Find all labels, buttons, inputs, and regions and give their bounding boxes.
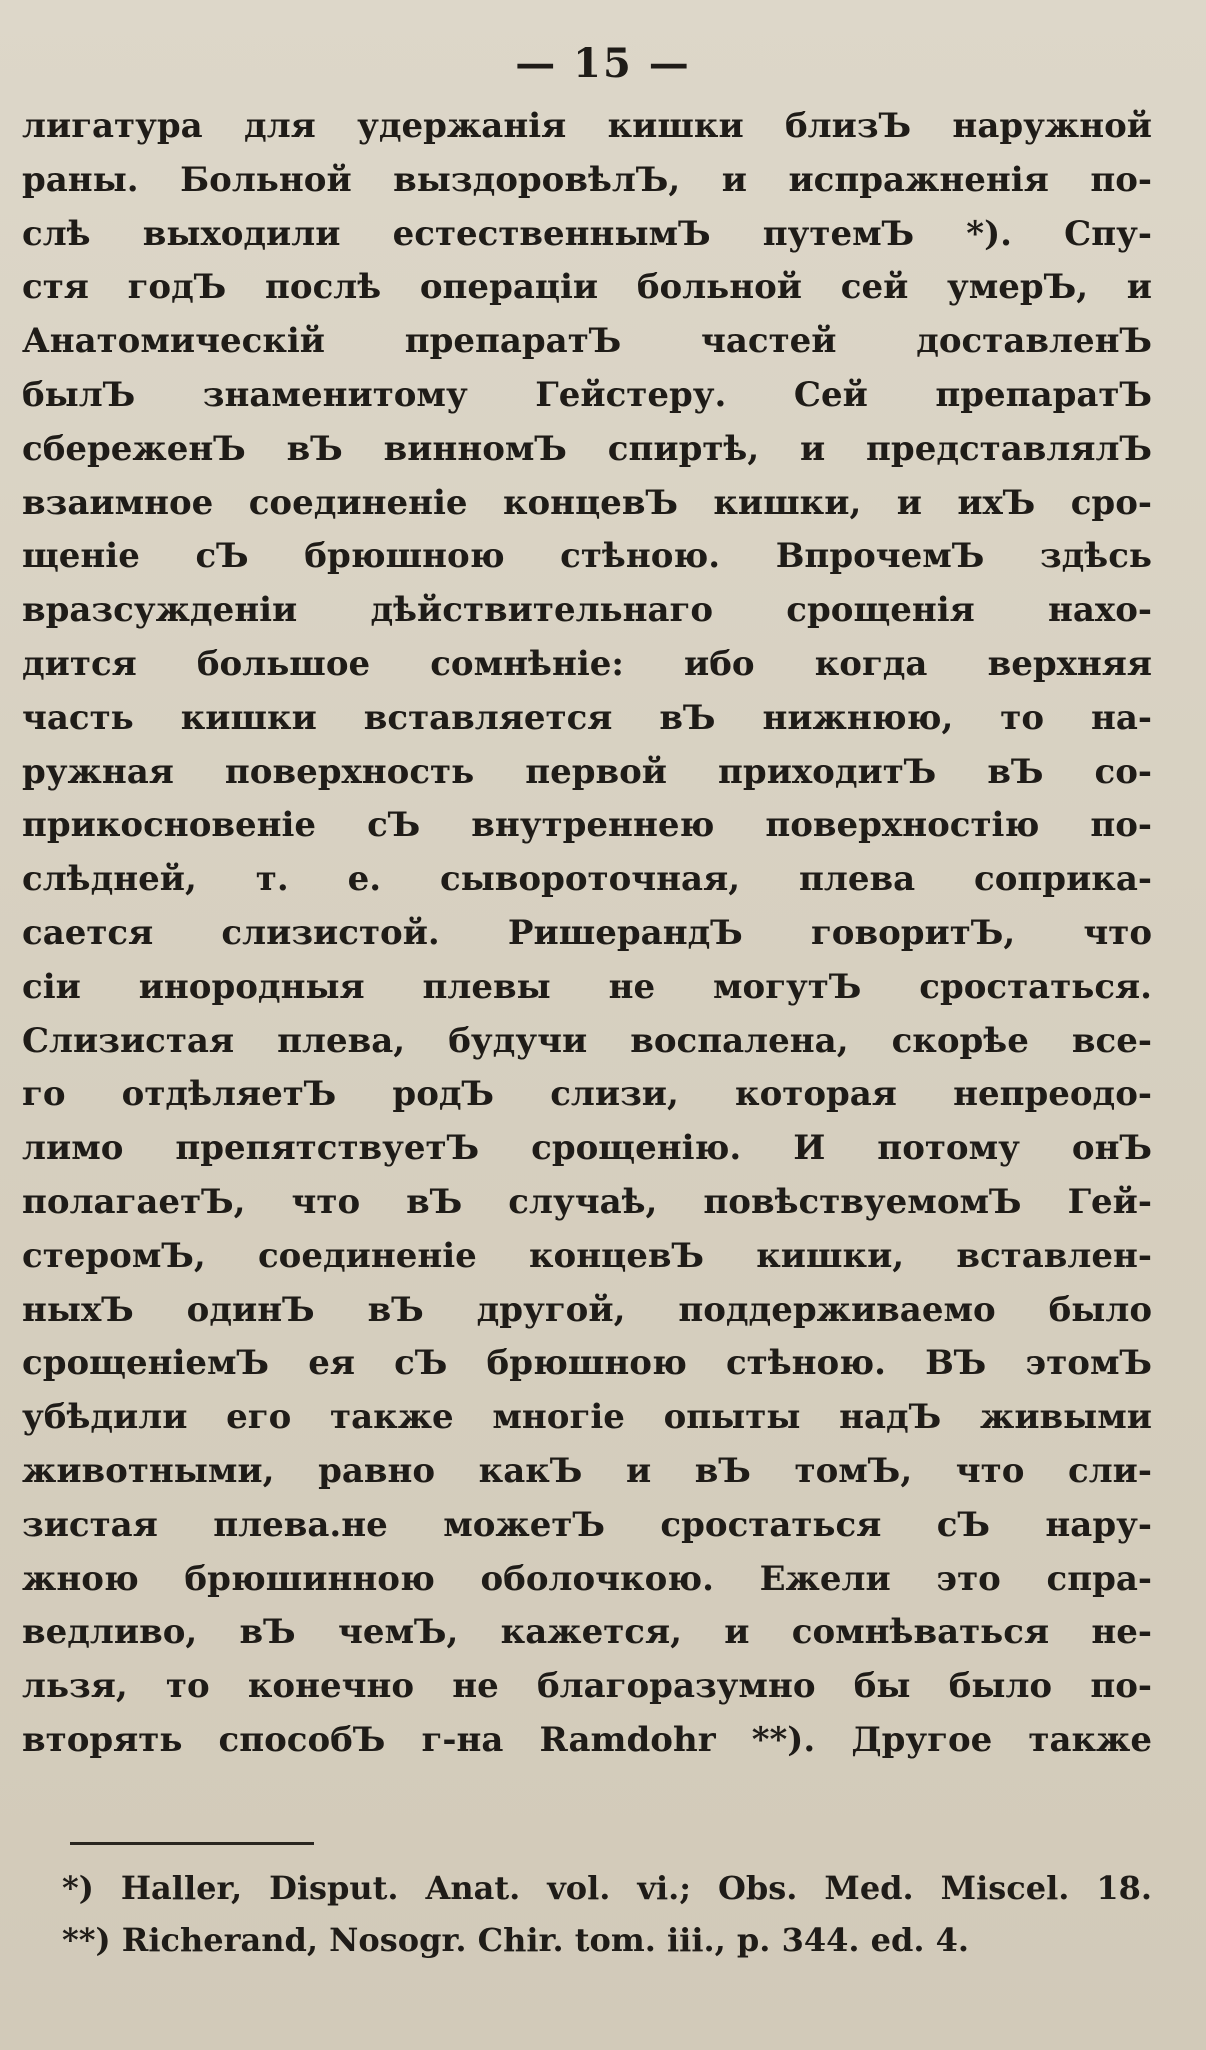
text-line: Слизистая плева, будучи воспалена, скорѣе все- (22, 1020, 1152, 1061)
text-line: сбереженЪ вЪ винномЪ спиртѣ, и представлялЪ (22, 428, 1152, 469)
text-line: раны. Больной выздоровѣлЪ, и испражненія по- (22, 159, 1152, 200)
footnote-2: **) Richerand, Nosogr. Chir. tom. iii., p. 344. ed. 4. (62, 1921, 970, 1959)
text-line: взаимное соединеніе концевЪ кишки, и ихЪ сро- (22, 482, 1152, 523)
text-line: вторять способЪ г-на Ramdohr **). Другое также (22, 1719, 1152, 1760)
text-line: жною брюшинною оболочкою. Ежели это спра- (22, 1558, 1152, 1599)
text-line: ведливо, вЪ чемЪ, кажется, и сомнѣваться не- (22, 1612, 1152, 1653)
text-line: льзя, то конечно не благоразумно бы было по- (22, 1666, 1152, 1707)
text-line: ныхЪ одинЪ вЪ другой, поддерживаемо было (22, 1289, 1152, 1330)
text-line: дится большое сомнѣніе: ибо когда верхняя (22, 643, 1152, 684)
text-line: стя годЪ послѣ операціи больной сей умерЪ, и (22, 267, 1152, 308)
text-line: стеромЪ, соединеніе концевЪ кишки, вставлен- (22, 1235, 1152, 1276)
text-line: го отдѣляетЪ родЪ слизи, которая непреодо- (22, 1074, 1152, 1115)
text-line: животными, равно какЪ и вЪ томЪ, что сли- (22, 1450, 1152, 1491)
text-line: Анатомическій препаратЪ частей доставленЪ (22, 321, 1152, 362)
text-line: лигатура для удержанія кишки близЪ наружной (22, 106, 1152, 146)
text-line: щеніе сЪ брюшною стѣною. ВпрочемЪ здѣсь (22, 536, 1152, 577)
text-line: сается слизистой. РишерандЪ говоритЪ, что (22, 912, 1152, 953)
text-line: былЪ знаменитому Гейстеру. Сей препаратЪ (22, 374, 1152, 415)
footnote-1: *) Haller, Disput. Anat. vol. vi.; Obs. Med. Miscel. 18. (62, 1869, 1152, 1907)
text-line: полагаетЪ, что вЪ случаѣ, повѣствуемомЪ Гей- (22, 1181, 1152, 1222)
text-line: ружная поверхность первой приходитЪ вЪ со- (22, 751, 1152, 792)
text-line: вразсужденіи дѣйствительнаго срощенія нахо- (22, 590, 1152, 631)
text-line: слѣ выходили естественнымЪ путемЪ *). Спу- (22, 213, 1152, 254)
text-line: убѣдили его также многіе опыты надЪ живыми (22, 1397, 1152, 1438)
footnotes (62, 1862, 1152, 1966)
text-line: слѣдней, т. е. сывороточная, плева соприка- (22, 859, 1152, 900)
text-line: срощеніемЪ ея сЪ брюшною стѣною. ВЪ этомЪ (22, 1343, 1152, 1384)
body-text (22, 100, 1152, 1768)
footnote-divider (70, 1842, 314, 1845)
text-line: сіи инородныя плевы не могутЪ сростаться. (22, 966, 1152, 1007)
text-line: часть кишки вставляется вЪ нижнюю, то на- (22, 697, 1152, 738)
page-number: — 15 — (515, 40, 691, 87)
text-line: лимо препятствуетЪ срощенію. И потому онЪ (22, 1128, 1152, 1169)
text-line: зистая плева.не можетЪ сростаться сЪ нару- (22, 1504, 1152, 1545)
text-line: прикосновеніе сЪ внутреннею поверхностію по- (22, 805, 1152, 846)
